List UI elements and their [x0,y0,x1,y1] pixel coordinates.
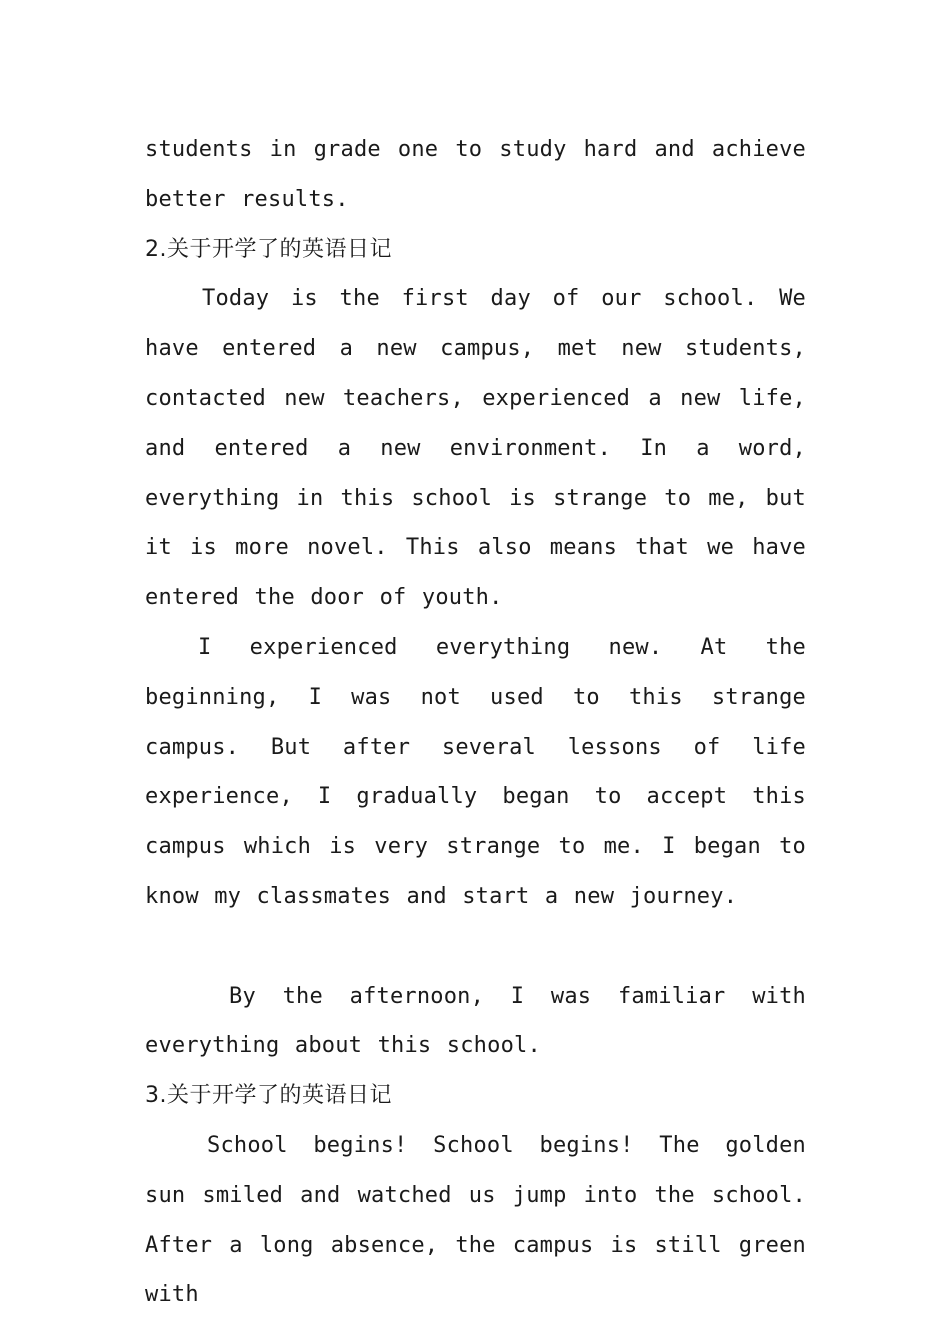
section-heading-3: 3.关于开学了的英语日记 [145,1083,392,1109]
paragraph-continued: students in grade one to study hard and achieve better results. [145,137,806,212]
paragraph-afternoon: By the afternoon, I was familiar with everything about this school. [145,983,806,1059]
paragraph-school-begins: School begins! School begins! The golden sun smiled and watched us jump into the school. After a long absence, the campus is still green with [145,1132,806,1308]
paragraph-first-day: Today is the first day of our school. We have entered a new campus, met new students, contacted new teachers, experienced a new life, and entered a new environment. In a word, everything in this school is strange to me, but it is more novel. This also means that we have entered the door of youth. [145,286,806,611]
section-heading-2: 2.关于开学了的英语日记 [145,236,392,262]
paragraph-experienced: I experienced everything new. At the beginning, I was not used to this strange campus. But after several lessons of life experience, I gradually began to accept this campus which is very strange to me. I began to know my classmates and start a new journey. [145,634,806,909]
blank-line [145,922,806,972]
document-body [145,125,806,1320]
